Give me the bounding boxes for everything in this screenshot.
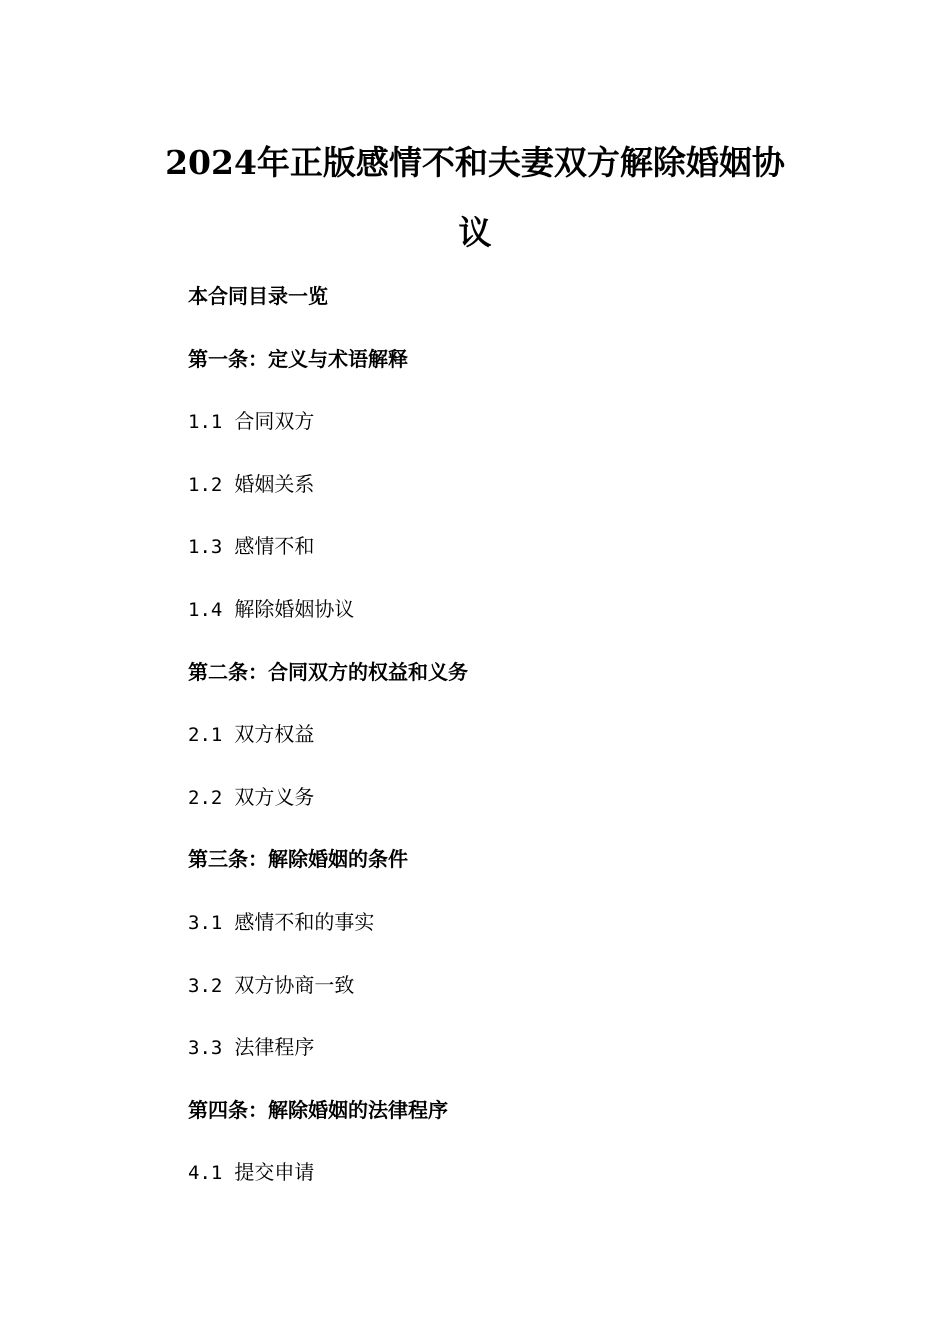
toc-item-number: 3.2 xyxy=(188,974,223,997)
toc-item xyxy=(188,904,808,967)
toc-section-heading xyxy=(188,341,808,404)
toc-item-number: 2.1 xyxy=(188,724,223,747)
toc-item-text: 第一条：定义与术语解释 xyxy=(188,346,408,371)
toc-item xyxy=(188,466,808,529)
toc-item-text: 婚姻关系 xyxy=(234,471,315,496)
toc-item-text: 合同双方 xyxy=(234,409,315,434)
toc-item-number: 1.1 xyxy=(188,411,223,434)
toc-item xyxy=(188,779,808,842)
toc-item-text: 第二条：合同双方的权益和义务 xyxy=(188,659,468,684)
document-title: 2024年正版感情不和夫妻双方解除婚姻协议 xyxy=(165,143,785,252)
toc-section-heading xyxy=(188,654,808,717)
toc-item xyxy=(188,967,808,1030)
toc-item-text: 感情不和的事实 xyxy=(234,909,375,934)
toc-item-number: 1.3 xyxy=(188,536,223,559)
toc-item-text: 第四条：解除婚姻的法律程序 xyxy=(188,1097,448,1122)
toc-item xyxy=(188,1029,808,1092)
toc-item-number: 1.4 xyxy=(188,598,223,621)
toc-item-number: 2.2 xyxy=(188,786,223,809)
toc-item-text: 解除婚姻协议 xyxy=(234,596,355,621)
toc-section-heading xyxy=(188,841,808,904)
toc-item-number: 4.1 xyxy=(188,1162,223,1185)
toc-item-text: 感情不和 xyxy=(234,534,315,559)
toc-section-heading xyxy=(188,1092,808,1155)
toc-item xyxy=(188,528,808,591)
toc-item-text: 第三条：解除婚姻的条件 xyxy=(188,847,408,872)
toc-item-number: 3.1 xyxy=(188,911,223,934)
toc-item-number: 1.2 xyxy=(188,473,223,496)
toc-item xyxy=(188,591,808,654)
toc-item xyxy=(188,716,808,779)
toc-heading: 本合同目录一览 xyxy=(188,284,328,308)
toc-item-text: 法律程序 xyxy=(234,1035,315,1060)
toc-item-text: 双方权益 xyxy=(234,722,315,747)
toc-item-text: 双方义务 xyxy=(234,784,315,809)
toc-item xyxy=(188,403,808,466)
toc-item-text: 提交申请 xyxy=(234,1160,315,1185)
table-of-contents xyxy=(188,278,808,1217)
toc-item-number: 3.3 xyxy=(188,1037,223,1060)
toc-item-text: 双方协商一致 xyxy=(234,972,355,997)
toc-item xyxy=(188,1154,808,1217)
